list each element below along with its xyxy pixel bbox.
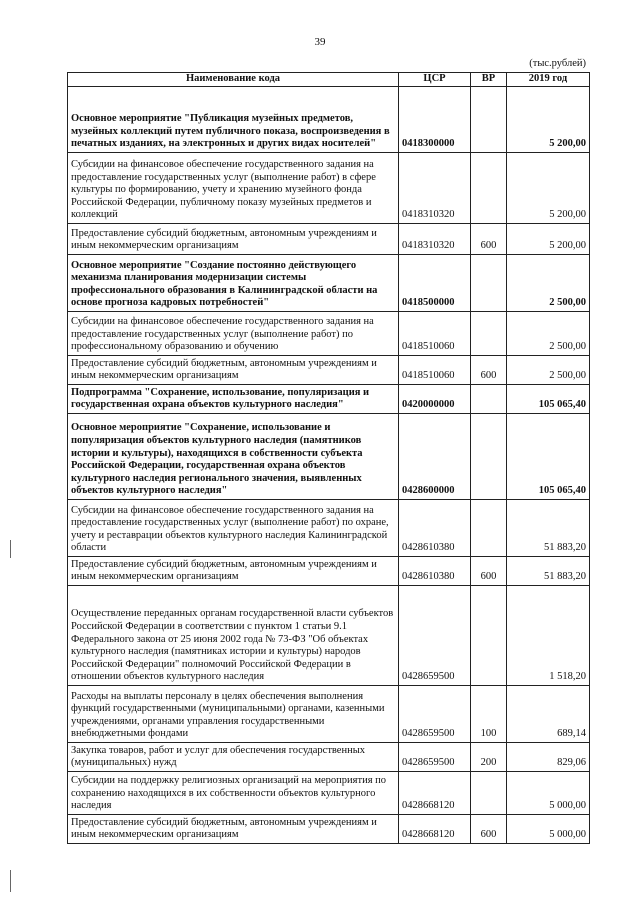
row-name-cell: Субсидии на поддержку религиозных организаций на мероприятия по сохранению находящихся в их собственности объектов культурного наследия: [68, 772, 399, 815]
row-name-cell: Предоставление субсидий бюджетным, автономным учреждениям и иным некоммерческим организациям: [68, 557, 399, 586]
row-value-cell: 2 500,00: [507, 356, 590, 385]
row-csr-cell: 0418510060: [399, 312, 471, 356]
page-number: 39: [314, 36, 326, 48]
table-body: [68, 87, 590, 844]
budget-table: [67, 72, 590, 844]
row-vr-cell: 600: [471, 557, 507, 586]
row-csr-cell: 0418310320: [399, 153, 471, 224]
table-row: [68, 356, 590, 385]
row-vr-cell: [471, 312, 507, 356]
row-value-cell: 5 200,00: [507, 87, 590, 153]
table-row: [68, 772, 590, 815]
row-vr-cell: 200: [471, 743, 507, 772]
table-row: [68, 87, 590, 153]
row-value-cell: 5 000,00: [507, 815, 590, 844]
row-csr-cell: 0428668120: [399, 815, 471, 844]
row-name-cell: Закупка товаров, работ и услуг для обеспечения государственных (муниципальных) нужд: [68, 743, 399, 772]
row-value-cell: 829,06: [507, 743, 590, 772]
row-value-cell: 5 200,00: [507, 224, 590, 255]
row-vr-cell: [471, 500, 507, 557]
row-value-cell: 2 500,00: [507, 255, 590, 312]
row-csr-cell: 0418510060: [399, 356, 471, 385]
row-csr-cell: 0428610380: [399, 557, 471, 586]
row-value-cell: 1 518,20: [507, 586, 590, 686]
row-csr-cell: 0418500000: [399, 255, 471, 312]
row-name-cell: Субсидии на финансовое обеспечение государственного задания на предоставление государственных услуг (выполнение работ) по профессиональному образованию и обучению: [68, 312, 399, 356]
row-name-cell: Подпрограмма "Сохранение, использование, популяризация и государственная охрана объектов культурного наследия": [68, 385, 399, 414]
row-value-cell: 2 500,00: [507, 312, 590, 356]
row-csr-cell: 0428668120: [399, 772, 471, 815]
row-csr-cell: 0428610380: [399, 500, 471, 557]
table-row: [68, 414, 590, 500]
header-year: 2019 год: [507, 73, 590, 87]
row-vr-cell: 600: [471, 224, 507, 255]
row-name-cell: Предоставление субсидий бюджетным, автономным учреждениям и иным некоммерческим организациям: [68, 815, 399, 844]
row-name-cell: Основное мероприятие "Сохранение, использование и популяризация объектов культурного наследия (памятников истории и культуры), находящихся в собственности субъекта Российской Федерации, государственная охрана объектов культурного наследия регионального значения, выявленных объектов культурного наследия": [68, 414, 399, 500]
row-value-cell: 689,14: [507, 686, 590, 743]
row-name-cell: Основное мероприятие "Публикация музейных предметов, музейных коллекций путем публичного показа, воспроизведения в печатных изданиях, на электронных и других видах носителей": [68, 87, 399, 153]
table-row: [68, 743, 590, 772]
row-vr-cell: [471, 772, 507, 815]
table-row: [68, 686, 590, 743]
row-name-cell: Субсидии на финансовое обеспечение государственного задания на предоставление государственных услуг (выполнение работ) в сфере культуры по формированию, учету и хранению музейного фонда Российской Федерации, публичному показу музейных предметов и коллекций: [68, 153, 399, 224]
units-label: (тыс.рублей): [529, 58, 586, 69]
margin-mark: [10, 870, 11, 892]
row-csr-cell: 0418300000: [399, 87, 471, 153]
row-csr-cell: 0418310320: [399, 224, 471, 255]
row-name-cell: Предоставление субсидий бюджетным, автономным учреждениям и иным некоммерческим организациям: [68, 224, 399, 255]
row-vr-cell: [471, 87, 507, 153]
row-value-cell: 105 065,40: [507, 414, 590, 500]
table-row: [68, 224, 590, 255]
row-vr-cell: 600: [471, 815, 507, 844]
header-vr: ВР: [471, 73, 507, 87]
header-name: Наименование кода: [68, 73, 399, 87]
row-value-cell: 5 200,00: [507, 153, 590, 224]
table-row: [68, 500, 590, 557]
margin-mark: [10, 540, 11, 558]
table-row: [68, 153, 590, 224]
row-vr-cell: 100: [471, 686, 507, 743]
row-value-cell: 5 000,00: [507, 772, 590, 815]
table-row: [68, 815, 590, 844]
row-vr-cell: [471, 414, 507, 500]
table-row: [68, 312, 590, 356]
row-csr-cell: 0420000000: [399, 385, 471, 414]
row-csr-cell: 0428659500: [399, 686, 471, 743]
row-value-cell: 51 883,20: [507, 557, 590, 586]
table-row: [68, 385, 590, 414]
row-csr-cell: 0428659500: [399, 743, 471, 772]
row-vr-cell: [471, 385, 507, 414]
row-csr-cell: 0428600000: [399, 414, 471, 500]
row-value-cell: 51 883,20: [507, 500, 590, 557]
header-csr: ЦСР: [399, 73, 471, 87]
row-name-cell: Расходы на выплаты персоналу в целях обеспечения выполнения функций государственными (муниципальными) органами, казенными учреждениями, органами управления государственными внебюджетными фондами: [68, 686, 399, 743]
row-name-cell: Предоставление субсидий бюджетным, автономным учреждениям и иным некоммерческим организациям: [68, 356, 399, 385]
row-name-cell: Осуществление переданных органам государственной власти субъектов Российской Федерации в соответствии с пунктом 1 статьи 9.1 Федерального закона от 25 июня 2002 года № 73-ФЗ "Об объектах культурного наследия (памятниках истории и культуры) народов Российской Федерации" полномочий Российской Федерации в отношении объектов культурного наследия: [68, 586, 399, 686]
row-vr-cell: 600: [471, 356, 507, 385]
table-header-row: [68, 73, 590, 87]
row-name-cell: Основное мероприятие "Создание постоянно действующего механизма планирования модернизации системы профессионального образования в Калининградской области на основе прогноза кадровых потребностей": [68, 255, 399, 312]
row-value-cell: 105 065,40: [507, 385, 590, 414]
table-row: [68, 586, 590, 686]
row-vr-cell: [471, 153, 507, 224]
table-row: [68, 557, 590, 586]
row-name-cell: Субсидии на финансовое обеспечение государственного задания на предоставление государственных услуг (выполнение работ) по охране, учету и реставрации объектов культурного наследия Калининградской области: [68, 500, 399, 557]
row-csr-cell: 0428659500: [399, 586, 471, 686]
row-vr-cell: [471, 255, 507, 312]
table-row: [68, 255, 590, 312]
row-vr-cell: [471, 586, 507, 686]
